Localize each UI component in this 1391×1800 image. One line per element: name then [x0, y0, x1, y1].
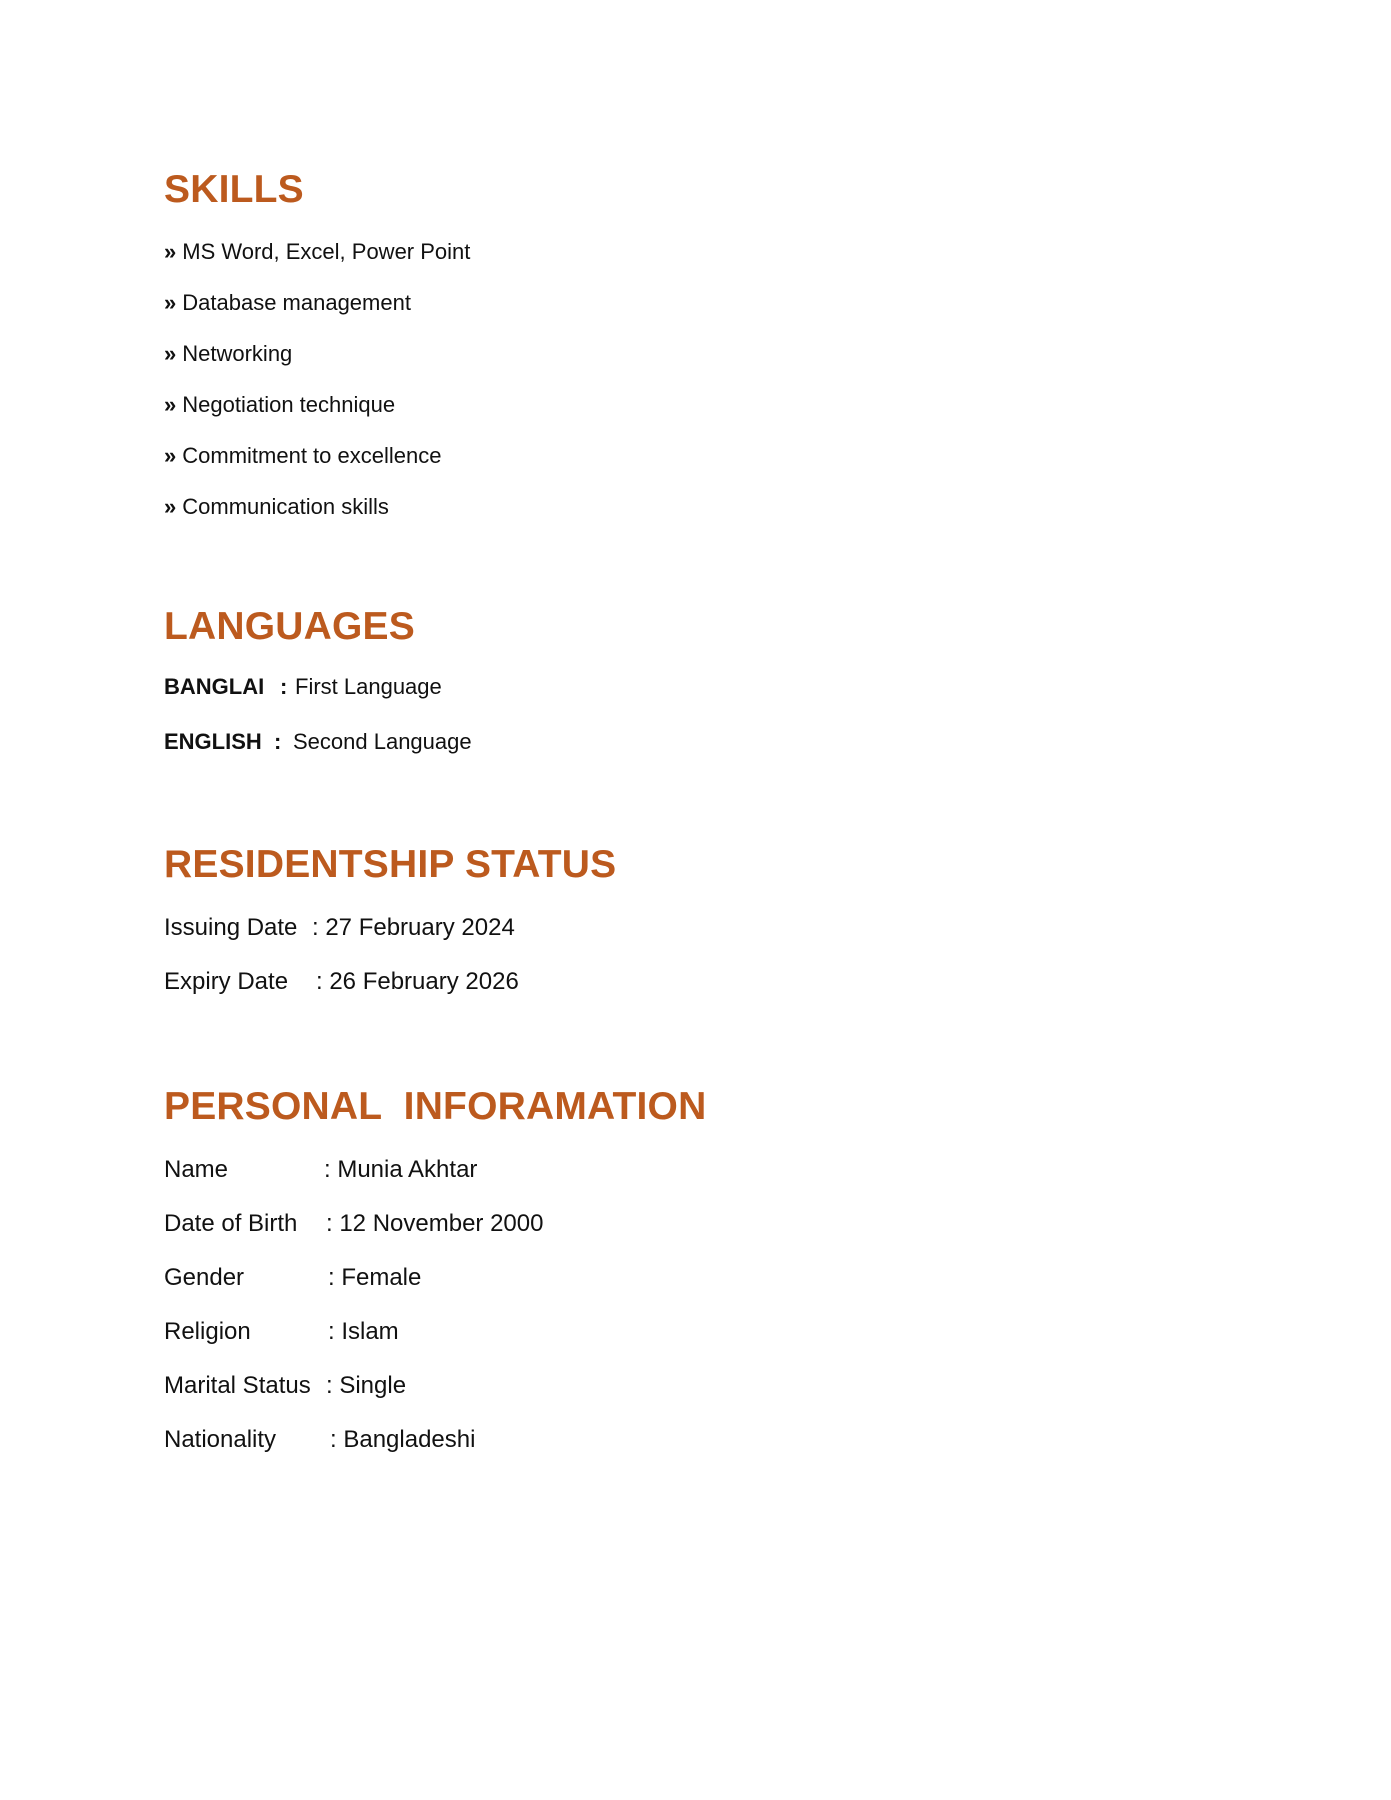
field-label: Gender — [164, 1264, 245, 1291]
skill-text: Networking — [182, 341, 293, 366]
residentship-row — [164, 970, 616, 1024]
field-label: Expiry Date — [164, 968, 289, 995]
skill-text: Communication skills — [182, 494, 389, 519]
field-value: : Munia Akhtar — [324, 1156, 478, 1183]
personal-row — [164, 1320, 706, 1374]
personal-row — [164, 1428, 706, 1482]
personal-fields — [164, 1158, 706, 1482]
field-value: : 12 November 2000 — [326, 1210, 544, 1237]
field-value: : Single — [326, 1372, 407, 1399]
bullet-icon: » — [164, 239, 177, 264]
residentship-section — [164, 845, 616, 1024]
skill-item — [164, 292, 470, 343]
language-level: First Language — [295, 674, 442, 699]
bullet-icon: » — [164, 341, 177, 366]
skills-section — [164, 170, 470, 547]
language-row — [164, 731, 472, 786]
field-label: Marital Status — [164, 1372, 311, 1399]
skills-list — [164, 241, 470, 547]
skill-text: Database management — [182, 290, 411, 315]
bullet-icon: » — [164, 290, 177, 315]
field-label: Name — [164, 1156, 229, 1183]
skill-text: Commitment to excellence — [182, 443, 442, 468]
field-label: Nationality — [164, 1426, 277, 1453]
skill-item — [164, 445, 470, 496]
language-level: Second Language — [293, 729, 472, 754]
personal-heading: PERSONAL INFORAMATION — [164, 1085, 707, 1128]
residentship-heading: RESIDENTSHIP STATUS — [164, 843, 617, 886]
field-label: Issuing Date — [164, 914, 298, 941]
skill-item — [164, 394, 470, 445]
field-value: : 26 February 2026 — [316, 968, 519, 995]
field-value: : Female — [328, 1264, 422, 1291]
language-name: ENGLISH — [164, 729, 262, 754]
skill-item — [164, 496, 470, 547]
bullet-icon: » — [164, 494, 177, 519]
field-label: Religion — [164, 1318, 251, 1345]
language-separator: : — [274, 729, 282, 754]
personal-row — [164, 1266, 706, 1320]
field-value: : Bangladeshi — [330, 1426, 476, 1453]
skills-heading: SKILLS — [164, 168, 304, 211]
language-name: BANGLAI — [164, 674, 265, 699]
residentship-row — [164, 916, 616, 970]
languages-list — [164, 676, 472, 786]
language-separator: : — [280, 674, 288, 699]
language-row — [164, 676, 472, 731]
bullet-icon: » — [164, 392, 177, 417]
field-value: : Islam — [328, 1318, 399, 1345]
skill-text: MS Word, Excel, Power Point — [182, 239, 471, 264]
personal-section — [164, 1087, 706, 1482]
skill-item — [164, 241, 470, 292]
field-label: Date of Birth — [164, 1210, 298, 1237]
languages-section — [164, 607, 472, 786]
skill-item — [164, 343, 470, 394]
residentship-fields — [164, 916, 616, 1024]
languages-heading: LANGUAGES — [164, 605, 415, 648]
personal-row — [164, 1374, 706, 1428]
skill-text: Negotiation technique — [182, 392, 396, 417]
field-value: : 27 February 2024 — [312, 914, 515, 941]
personal-row — [164, 1212, 706, 1266]
personal-row — [164, 1158, 706, 1212]
bullet-icon: » — [164, 443, 177, 468]
